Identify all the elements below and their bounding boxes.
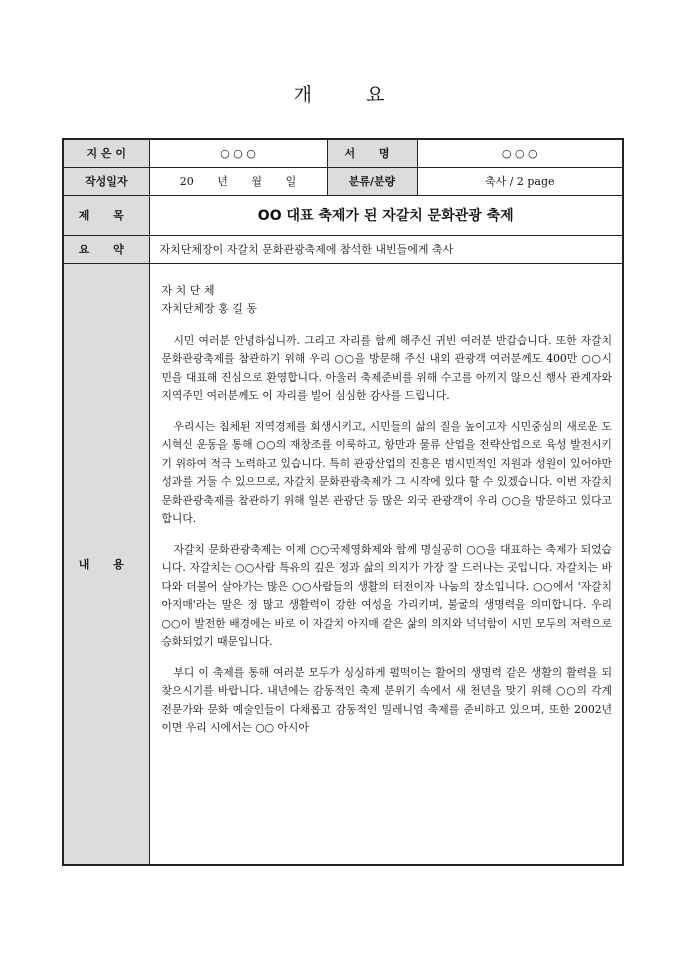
speaker-line: 자치단체장 홍 길 동	[161, 301, 257, 315]
title-char-2: 요	[366, 84, 387, 106]
paragraph-4: 부디 이 축제를 통해 여러분 모두가 싱싱하게 펄떡이는 활어의 생명력 같은 생활의 활력을 되찾으시기를 바랍니다. 내년에는 감동적인 축제 분위기 속에서 새 천년을 맞기 위해 ○○의 각계 전문가와 문화 예술인들이 다채롭고 감동적인 밀레니엄 축제를 준비하고 있으며, 또한 2002년이면 우리 시에서는 ○○ 아시아	[161, 665, 612, 734]
summary-row	[63, 235, 623, 263]
summary-label: 요 약	[63, 235, 149, 263]
paragraph-1: 시민 여러분 안녕하십니까. 그리고 자리를 함께 해주신 귀빈 여러분 반갑습니다. 또한 자갈치 문화관광축제를 참관하기 위해 우리 ○○을 방문해 주신 내외 관광객 여러분께도 400만 ○○시민을 대표해 진심으로 환영합니다. 아울러 축제준비를 위해 수고를 아끼지 않으신 행사 관계자와 지역주민 여러분께도 이 자리를 빌어 심심한 감사를 드립니다.	[161, 333, 612, 402]
author-label: 지 은 이	[63, 139, 149, 167]
content-body	[149, 263, 623, 865]
paragraph-2: 우리시는 침체된 지역경제를 회생시키고, 시민들의 삶의 질을 높이고자 시민중심의 새로운 도시혁신 운동을 통해 ○○의 재창조를 이룩하고, 항만과 물류 산업을 전략산업으로 육성 발전시키기 위하여 적극 노력하고 있습니다. 특히 관광산업의 진흥은 범시민적인 지원과 성원이 있어야만 성과를 거둘 수 있으므로, 자갈치 문화관광축제가 그 시작에 있다 할 수 있겠습니다. 이번 자갈치 문화관광축제를 참관하기 위해 일본 관광단 등 많은 외국 관광객이 우리 ○○을 방문하고 있다고 합니다.	[161, 419, 612, 525]
subject-label: 제 목	[63, 195, 149, 235]
subject-row	[63, 195, 623, 235]
category-label: 분류/분량	[327, 167, 417, 195]
summary-value: 자치단체장이 자갈치 문화관광축제에 참석한 내빈들에게 축사	[149, 235, 623, 263]
date-year: 20	[179, 175, 194, 188]
organization-line: 자 치 단 체	[161, 283, 215, 297]
sign-label: 서 명	[327, 139, 417, 167]
date-month-unit: 월	[251, 175, 263, 188]
title-char-1: 개	[293, 84, 314, 106]
content-row	[63, 263, 623, 865]
category-value: 축사 / 2 page	[417, 167, 623, 195]
date-day-unit: 일	[285, 175, 297, 188]
overview-form	[62, 138, 624, 866]
date-label: 작성일자	[63, 167, 149, 195]
subject-value: OO 대표 축제가 된 자갈치 문화관광 축제	[149, 195, 623, 235]
sign-value: ○ ○ ○	[417, 139, 623, 167]
document-title	[0, 80, 680, 107]
author-value: ○ ○ ○	[149, 139, 327, 167]
content-label: 내 용	[63, 263, 149, 865]
paragraph-3: 자갈치 문화관광축제는 이제 ○○국제영화제와 함께 명실공히 ○○을 대표하는 축제가 되었습니다. 자갈치는 ○○사람 특유의 깊은 정과 삶의 의지가 가장 잘 드러나는 곳입니다. 자갈치는 바다와 더불어 살아가는 많은 ○○사람들의 생활의 터전이자 나눔의 장소입니다. ○○에서 '자갈치 아지매'라는 말은 정 많고 생활력이 강한 여성을 가리키며, 불굴의 생명력을 의미합니다. 우리 ○○이 발전한 배경에는 바로 이 자갈치 아지매 같은 삶의 의지와 넉넉함이 시민 모두의 저력으로 승화되었기 때문입니다.	[161, 542, 612, 648]
author-row	[63, 139, 623, 167]
date-value	[149, 167, 327, 195]
date-row	[63, 167, 623, 195]
date-year-unit: 년	[217, 175, 228, 188]
